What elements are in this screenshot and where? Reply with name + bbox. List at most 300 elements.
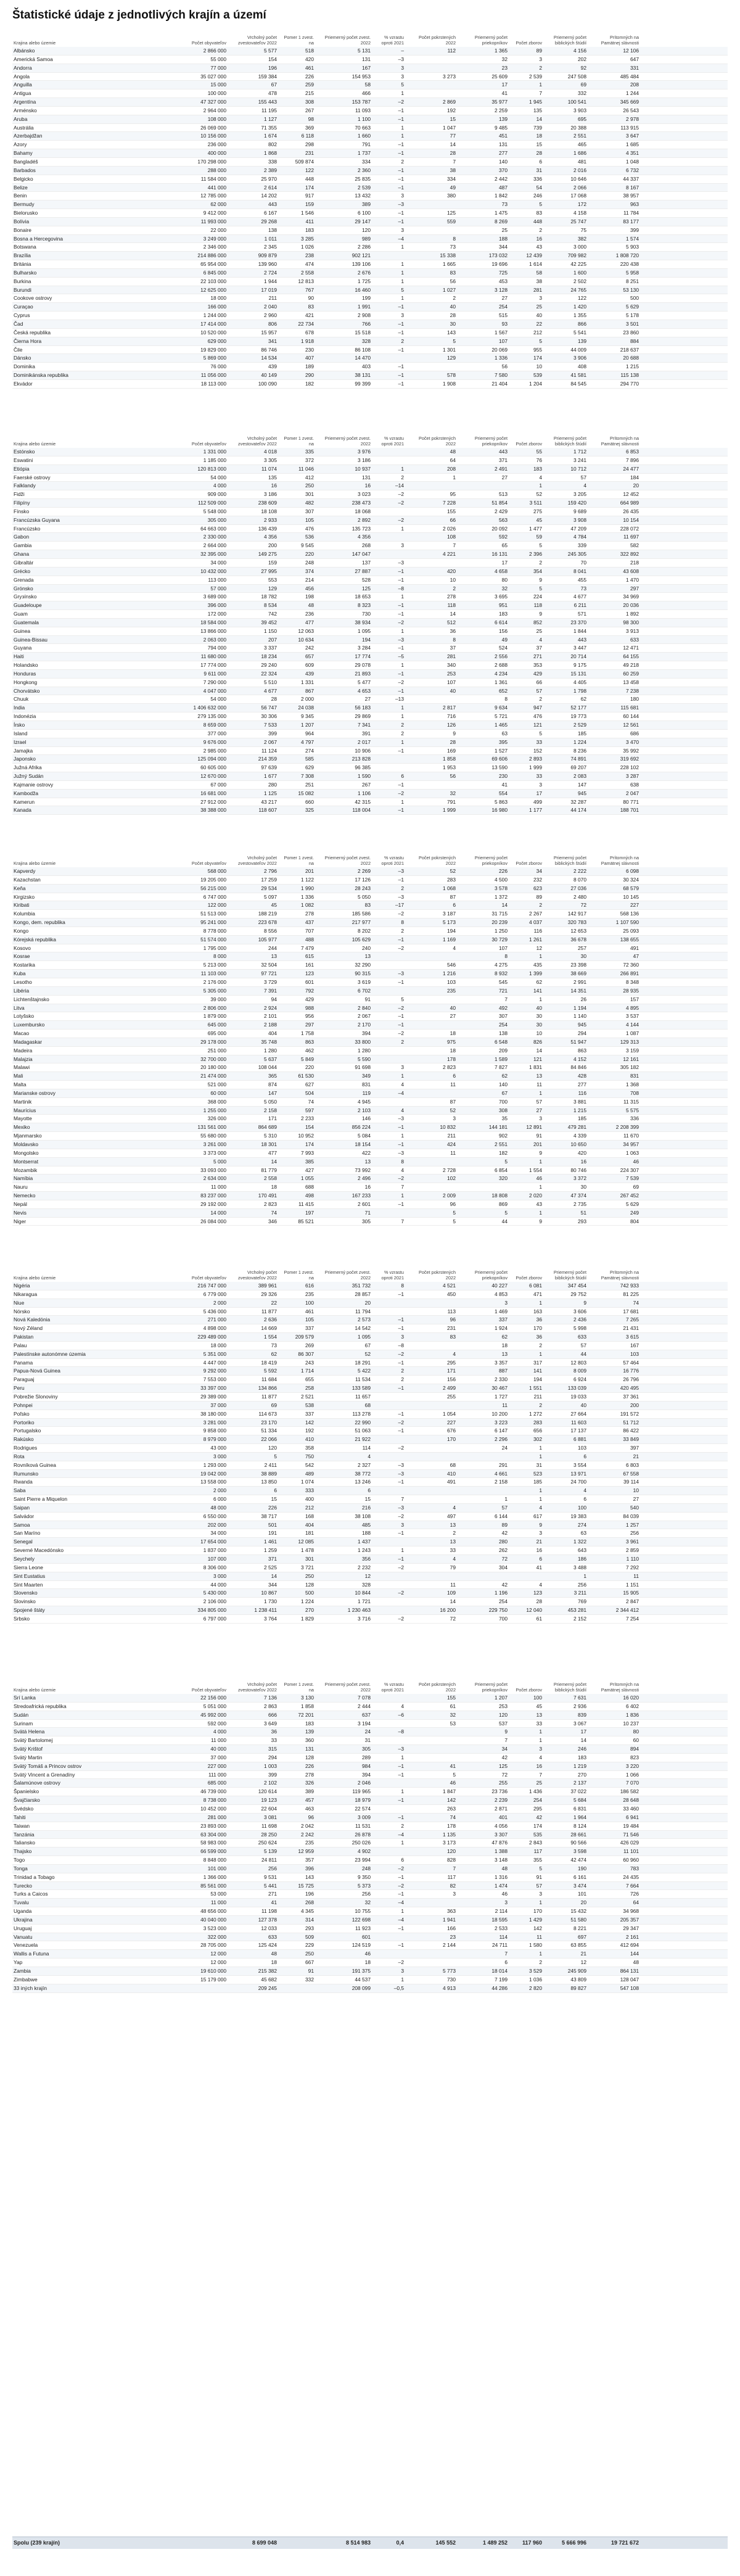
country-name: Malawi xyxy=(12,1063,171,1072)
stat-cell: 98 xyxy=(279,115,316,123)
stat-cell: 5 097 xyxy=(228,893,279,901)
stat-cell: 87 xyxy=(406,893,458,901)
stat-cell: 9 xyxy=(406,729,458,738)
stat-cell: 120 xyxy=(228,1444,279,1453)
stat-cell: 66 599 000 xyxy=(171,1847,228,1856)
stat-cell: 125 xyxy=(406,209,458,218)
stat-cell: 4 056 xyxy=(458,1822,509,1830)
country-name: Mongolsko xyxy=(12,1149,171,1157)
stat-cell: 227 xyxy=(588,901,641,910)
stat-cell: 3 xyxy=(372,1521,406,1529)
stat-cell: 2 688 xyxy=(458,661,509,670)
stat-cell: 27 xyxy=(406,1012,458,1021)
country-name: Etiópia xyxy=(12,464,171,473)
stat-cell: 80 746 xyxy=(544,1166,588,1174)
stat-cell: 2 114 xyxy=(458,1907,509,1916)
stat-cell: 1 945 xyxy=(509,98,544,107)
stat-cell: 2 xyxy=(372,1822,406,1830)
spacer xyxy=(641,1089,728,1097)
stat-cell: 349 xyxy=(316,1072,372,1081)
stat-cell: 708 xyxy=(588,1089,641,1097)
stat-cell: 7 254 xyxy=(588,1614,641,1623)
stats-section xyxy=(12,1678,728,1993)
stat-cell: 128 xyxy=(279,1753,316,1762)
stat-cell: 271 xyxy=(228,1890,279,1899)
stat-cell: 120 xyxy=(316,226,372,234)
stat-cell: 24 xyxy=(316,1728,372,1736)
stat-cell: 42 xyxy=(458,1753,509,1762)
stat-cell: 33 xyxy=(228,1736,279,1745)
table-row xyxy=(12,1521,728,1529)
stat-cell: 4 152 xyxy=(544,1055,588,1063)
stat-cell: 2 843 xyxy=(509,1839,544,1847)
stat-cell: 23 860 xyxy=(588,328,641,337)
stat-cell: 28 243 xyxy=(316,884,372,893)
stat-cell: 331 xyxy=(588,64,641,72)
country-name: 33 iných krajín xyxy=(12,1984,171,1992)
stat-cell: 44 286 xyxy=(458,1984,509,1992)
column-header: Počet zborov xyxy=(516,860,542,866)
stat-cell xyxy=(406,1298,458,1307)
stat-cell: 73 xyxy=(544,584,588,593)
column-header: Krajina alebo územie xyxy=(14,860,56,866)
stat-cell: 5 xyxy=(406,337,458,345)
stat-cell: 2 xyxy=(509,1341,544,1350)
column-header: Prítomných na Pamätnej slávnosti xyxy=(601,1682,639,1693)
stat-cell: 337 xyxy=(458,1316,509,1324)
stat-cell: –3 xyxy=(372,1503,406,1512)
spacer xyxy=(641,98,728,107)
stat-cell: 10 650 xyxy=(544,1141,588,1149)
stat-cell: 131 561 000 xyxy=(171,1123,228,1132)
stat-cell: 35 xyxy=(458,1115,509,1123)
spacer xyxy=(641,1702,728,1711)
stat-cell: 10 937 xyxy=(316,464,372,473)
stat-cell: 268 xyxy=(316,542,372,550)
stat-cell: 54 xyxy=(509,183,544,192)
spacer xyxy=(641,1444,728,1453)
stat-cell: 2 499 xyxy=(406,1384,458,1393)
spacer xyxy=(641,294,728,303)
table-row xyxy=(12,1123,728,1132)
stat-cell: 1 215 xyxy=(588,363,641,371)
country-name: Palau xyxy=(12,1341,171,1350)
stat-cell: 333 xyxy=(279,1487,316,1495)
stat-cell: 168 xyxy=(279,1512,316,1521)
total-cell: 5 666 996 xyxy=(544,2537,588,2549)
country-name: Americká Samoa xyxy=(12,55,171,64)
stat-cell: 53 000 xyxy=(171,1890,228,1899)
stat-cell: 9 350 xyxy=(316,1873,372,1881)
stat-cell: 185 586 xyxy=(316,910,372,919)
stat-cell: 945 xyxy=(544,1021,588,1030)
stat-cell: 21 474 000 xyxy=(171,1072,228,1081)
country-name: Dominikánska republika xyxy=(12,371,171,380)
stat-cell: 63 xyxy=(458,729,509,738)
spacer xyxy=(641,1166,728,1174)
stat-cell: –2 xyxy=(372,1030,406,1038)
stat-cell: 139 xyxy=(458,115,509,123)
stats-table xyxy=(12,851,728,1226)
stat-cell: 24 477 xyxy=(588,464,641,473)
stat-cell: 13 971 xyxy=(544,1469,588,1478)
stat-cell: 109 xyxy=(406,1589,458,1598)
stat-cell: 6 xyxy=(544,1495,588,1504)
stat-cell: 281 000 xyxy=(171,1813,228,1822)
stat-cell: 3 716 xyxy=(316,1614,372,1623)
country-name: Írsko xyxy=(12,721,171,730)
spacer xyxy=(641,1200,728,1208)
table-row xyxy=(12,448,728,456)
stat-cell: 2 429 xyxy=(458,507,509,516)
spacer xyxy=(641,1307,728,1316)
stat-cell: 2 724 xyxy=(228,268,279,277)
stat-cell: 144 181 xyxy=(458,1123,509,1132)
stat-cell: 271 xyxy=(509,653,544,661)
stat-cell: 369 xyxy=(279,123,316,132)
country-name: Wallis a Futuna xyxy=(12,1950,171,1959)
stat-cell: 6 747 000 xyxy=(171,893,228,901)
spacer xyxy=(641,695,728,704)
spacer xyxy=(641,1512,728,1521)
stat-cell: 54 000 xyxy=(171,695,228,704)
stat-cell: 2 444 xyxy=(316,1702,372,1711)
stat-cell: 3 447 xyxy=(544,644,588,653)
stat-cell: 21 404 xyxy=(458,379,509,388)
stat-cell: 114 xyxy=(458,1933,509,1941)
stat-cell: 319 692 xyxy=(588,755,641,764)
country-name: Samoa xyxy=(12,1521,171,1529)
stat-cell: 8 534 xyxy=(228,601,279,610)
stat-cell: 4 047 000 xyxy=(171,687,228,695)
stat-cell: 2 389 xyxy=(228,166,279,175)
country-name: Moldavsko xyxy=(12,1141,171,1149)
stat-cell: 1 027 xyxy=(406,286,458,294)
stat-cell: 242 xyxy=(279,644,316,653)
stat-cell: 1 xyxy=(372,1788,406,1796)
stat-cell: 116 xyxy=(544,1089,588,1097)
country-name: Sint Maarten xyxy=(12,1580,171,1589)
spacer xyxy=(641,1606,728,1615)
stat-cell: 637 xyxy=(316,1711,372,1719)
stat-cell: 45 682 xyxy=(228,1975,279,1984)
stat-cell: 1 831 xyxy=(509,1063,544,1072)
country-name: Antigua xyxy=(12,89,171,98)
country-name: Pobrežie Slonoviny xyxy=(12,1392,171,1401)
stat-cell: 633 xyxy=(544,1333,588,1342)
spacer xyxy=(641,243,728,252)
stat-cell: 154 953 xyxy=(316,72,372,81)
stat-cell: 14 xyxy=(458,901,509,910)
stat-cell: –2 xyxy=(372,1563,406,1572)
table-row xyxy=(12,661,728,670)
stat-cell: 3 xyxy=(458,1899,509,1907)
country-name: Stredoafrická republika xyxy=(12,1702,171,1711)
country-name: Burkina xyxy=(12,277,171,286)
stat-cell: 1 xyxy=(509,1736,544,1745)
stat-cell: 326 xyxy=(279,1779,316,1788)
stat-cell xyxy=(372,1307,406,1316)
stat-cell: 15 xyxy=(406,115,458,123)
stat-cell: 667 xyxy=(279,1959,316,1967)
stat-cell xyxy=(372,507,406,516)
stat-cell: 742 933 xyxy=(588,1282,641,1290)
country-name: Bulharsko xyxy=(12,268,171,277)
stat-cell: 56 747 xyxy=(228,704,279,712)
stat-cell: 270 xyxy=(544,1770,588,1779)
spacer xyxy=(641,1563,728,1572)
spacer xyxy=(641,1959,728,1967)
table-row xyxy=(12,1324,728,1333)
country-name: Guyana xyxy=(12,644,171,653)
stat-cell: 9 175 xyxy=(544,661,588,670)
stat-cell: 211 xyxy=(228,294,279,303)
stat-cell: 791 xyxy=(316,141,372,149)
stat-cell: 4 xyxy=(406,1350,458,1358)
stat-cell: 11 195 xyxy=(228,106,279,115)
stat-cell xyxy=(406,995,458,1004)
country-name: Brazília xyxy=(12,252,171,260)
stat-cell: 4 xyxy=(406,1503,458,1512)
stat-cell: 2 539 xyxy=(316,183,372,192)
stat-cell: 302 xyxy=(509,1435,544,1444)
country-name: Niger xyxy=(12,1217,171,1226)
stat-cell: 4 xyxy=(406,944,458,952)
stat-cell: 10 634 xyxy=(279,635,316,644)
country-name: Kuba xyxy=(12,970,171,978)
stat-cell: 498 xyxy=(279,1192,316,1200)
stat-cell: 26 796 xyxy=(588,1376,641,1384)
stat-cell: 30 324 xyxy=(588,875,641,884)
country-name: Honduras xyxy=(12,669,171,678)
stat-cell: 6 548 xyxy=(458,1038,509,1046)
stat-cell: 122 xyxy=(279,166,316,175)
country-name: Svätý Krištof xyxy=(12,1745,171,1754)
stat-cell: 3 488 xyxy=(544,1563,588,1572)
stat-cell: 220 438 xyxy=(588,260,641,269)
stat-cell: 33 849 xyxy=(588,1435,641,1444)
stat-cell: 2 551 xyxy=(544,132,588,141)
stat-cell: 122 698 xyxy=(316,1915,372,1924)
total-cell xyxy=(279,2537,316,2549)
stat-cell: 51 580 xyxy=(544,1915,588,1924)
stat-cell: 18 xyxy=(458,1341,509,1350)
stat-cell: 443 xyxy=(228,200,279,209)
stat-cell: 6 402 xyxy=(588,1702,641,1711)
stat-cell: 1 xyxy=(372,661,406,670)
spacer xyxy=(641,1546,728,1555)
stat-cell: 462 xyxy=(279,1046,316,1055)
country-name: Rakúsko xyxy=(12,1435,171,1444)
stat-cell: 280 xyxy=(458,1538,509,1546)
country-name: Nigéria xyxy=(12,1282,171,1290)
stat-cell: 40 149 xyxy=(228,371,279,380)
stat-cell: 3 xyxy=(372,1967,406,1976)
stat-cell: 334 xyxy=(406,175,458,183)
stat-cell: 16 xyxy=(509,1546,544,1555)
spacer xyxy=(641,798,728,806)
stat-cell: 4 447 000 xyxy=(171,1358,228,1367)
country-name: Saint Pierre a Miquelon xyxy=(12,1495,171,1504)
stat-cell: 307 xyxy=(458,1012,509,1021)
stat-cell: 118 xyxy=(509,601,544,610)
country-name: Malajzia xyxy=(12,1055,171,1063)
stat-cell: 709 982 xyxy=(544,252,588,260)
stat-cell: 308 xyxy=(279,98,316,107)
country-name: Nauru xyxy=(12,1183,171,1192)
stat-cell xyxy=(372,755,406,764)
spacer xyxy=(641,1762,728,1770)
spacer xyxy=(641,1097,728,1106)
stat-cell: 1 185 000 xyxy=(171,456,228,464)
stat-cell: 1 478 xyxy=(279,1546,316,1555)
stat-cell: 131 xyxy=(316,473,372,482)
stat-cell: 48 xyxy=(228,1950,279,1959)
stat-cell: 70 663 xyxy=(316,123,372,132)
country-name: Holandsko xyxy=(12,661,171,670)
country-name: Burundi xyxy=(12,286,171,294)
stat-cell: 3 128 xyxy=(458,286,509,294)
table-row xyxy=(12,1435,728,1444)
stat-cell: 5 863 xyxy=(458,798,509,806)
stat-cell: 1 293 000 xyxy=(171,1461,228,1469)
stat-cell: 29 752 xyxy=(544,1290,588,1298)
stat-cell: 79 xyxy=(406,1563,458,1572)
stat-cell: 3 598 xyxy=(544,1847,588,1856)
stat-cell: 159 384 xyxy=(228,72,279,81)
stat-cell: 2 158 xyxy=(228,1106,279,1115)
stat-cell: 5 084 xyxy=(316,1132,372,1141)
table-row xyxy=(12,1736,728,1745)
country-name: Sint Eustatius xyxy=(12,1572,171,1580)
stat-cell: 294 xyxy=(544,1030,588,1038)
stat-cell: 9 xyxy=(509,610,544,619)
stat-cell: 3 159 xyxy=(588,1046,641,1055)
stat-cell: 1 110 xyxy=(588,1555,641,1564)
stat-cell: 19 484 xyxy=(588,1822,641,1830)
stat-cell: 3 009 xyxy=(316,1813,372,1822)
stat-cell: 36 xyxy=(509,1316,544,1324)
table-row xyxy=(12,175,728,183)
stat-cell: 477 xyxy=(228,1149,279,1157)
stat-cell: 248 xyxy=(279,558,316,567)
spacer xyxy=(641,1796,728,1805)
stat-cell: 377 000 xyxy=(171,729,228,738)
stat-cell: –1 xyxy=(372,328,406,337)
table-row xyxy=(12,1141,728,1149)
country-name: Mjanmarsko xyxy=(12,1132,171,1141)
table-row xyxy=(12,986,728,995)
stat-cell: 115 681 xyxy=(588,704,641,712)
stat-cell: 100 541 xyxy=(544,98,588,107)
stat-cell: 601 xyxy=(316,1933,372,1941)
stat-cell: 1 336 xyxy=(279,893,316,901)
table-row xyxy=(12,593,728,601)
stat-cell: 21 xyxy=(588,1452,641,1461)
stat-cell: 171 xyxy=(228,1115,279,1123)
table-row xyxy=(12,1555,728,1564)
stat-cell: 1 280 xyxy=(228,1046,279,1055)
stat-cell: 4 853 xyxy=(458,1290,509,1298)
stat-cell: 30 467 xyxy=(458,1384,509,1393)
stat-cell: 866 xyxy=(544,320,588,329)
stat-cell: 38 388 000 xyxy=(171,806,228,815)
stat-cell: 29 078 xyxy=(316,661,372,670)
table-row xyxy=(12,1589,728,1598)
stat-cell: 339 xyxy=(544,542,588,550)
stat-cell: 52 xyxy=(406,1106,458,1115)
stat-cell: –17 xyxy=(372,901,406,910)
table-row xyxy=(12,729,728,738)
stat-cell: 10 xyxy=(509,1030,544,1038)
stat-cell: 823 xyxy=(588,1753,641,1762)
spacer xyxy=(641,1975,728,1984)
stat-cell: 235 xyxy=(406,986,458,995)
stat-cell: 4 xyxy=(509,473,544,482)
stat-cell: 1 614 xyxy=(509,260,544,269)
country-name: Taiwan xyxy=(12,1822,171,1830)
stat-cell: 298 xyxy=(279,141,316,149)
spacer xyxy=(641,200,728,209)
stat-cell: –3 xyxy=(372,1745,406,1754)
stat-cell: 201 xyxy=(279,867,316,875)
stat-cell: 3 908 xyxy=(544,516,588,524)
stat-cell: 3 xyxy=(372,1063,406,1072)
spacer xyxy=(641,1157,728,1166)
stat-cell: 1 836 xyxy=(588,1711,641,1719)
stat-cell: 2 558 xyxy=(228,1174,279,1183)
stat-cell: 1 964 xyxy=(544,1813,588,1822)
stat-cell: 1 xyxy=(372,123,406,132)
stat-cell: 429 xyxy=(279,995,316,1004)
stat-cell: 80 xyxy=(458,576,509,584)
stat-cell xyxy=(406,55,458,64)
stat-cell: 1 xyxy=(372,1839,406,1847)
stat-cell: 243 xyxy=(279,1358,316,1367)
stat-cell: 33 xyxy=(509,772,544,781)
stat-cell: 1 xyxy=(509,1495,544,1504)
stat-cell: 38 131 xyxy=(316,371,372,380)
stat-cell: 91 xyxy=(316,995,372,1004)
stat-cell: 1 918 xyxy=(279,337,316,345)
stat-cell: 139 106 xyxy=(316,260,372,269)
table-row xyxy=(12,1149,728,1157)
stat-cell: –0,5 xyxy=(372,1984,406,1992)
stat-cell: 83 xyxy=(279,303,316,312)
stat-cell: 1 465 xyxy=(458,721,509,730)
stat-cell: 2 521 xyxy=(279,1392,316,1401)
stat-cell: 12 452 xyxy=(588,490,641,499)
stat-cell: 3 284 xyxy=(316,644,372,653)
stat-cell: 212 xyxy=(509,328,544,337)
stat-cell: 11 794 xyxy=(316,1307,372,1316)
stat-cell: 874 xyxy=(228,1081,279,1089)
stat-cell: 297 xyxy=(279,1021,316,1030)
stat-cell: 125 424 xyxy=(228,1941,279,1950)
stat-cell: 11 670 xyxy=(588,1132,641,1141)
stat-cell: 9 689 xyxy=(544,507,588,516)
country-name: Haiti xyxy=(12,653,171,661)
stat-cell: 1 567 xyxy=(458,328,509,337)
stat-cell: 11 684 xyxy=(228,1376,279,1384)
stat-cell: 11 xyxy=(588,1572,641,1580)
stat-cell: 230 xyxy=(279,345,316,354)
stat-cell: –8 xyxy=(372,584,406,593)
stat-cell: 12 891 xyxy=(509,1123,544,1132)
stat-cell: 3 xyxy=(509,55,544,64)
stat-cell: 47 876 xyxy=(458,1839,509,1847)
stat-cell: 2 259 xyxy=(458,106,509,115)
